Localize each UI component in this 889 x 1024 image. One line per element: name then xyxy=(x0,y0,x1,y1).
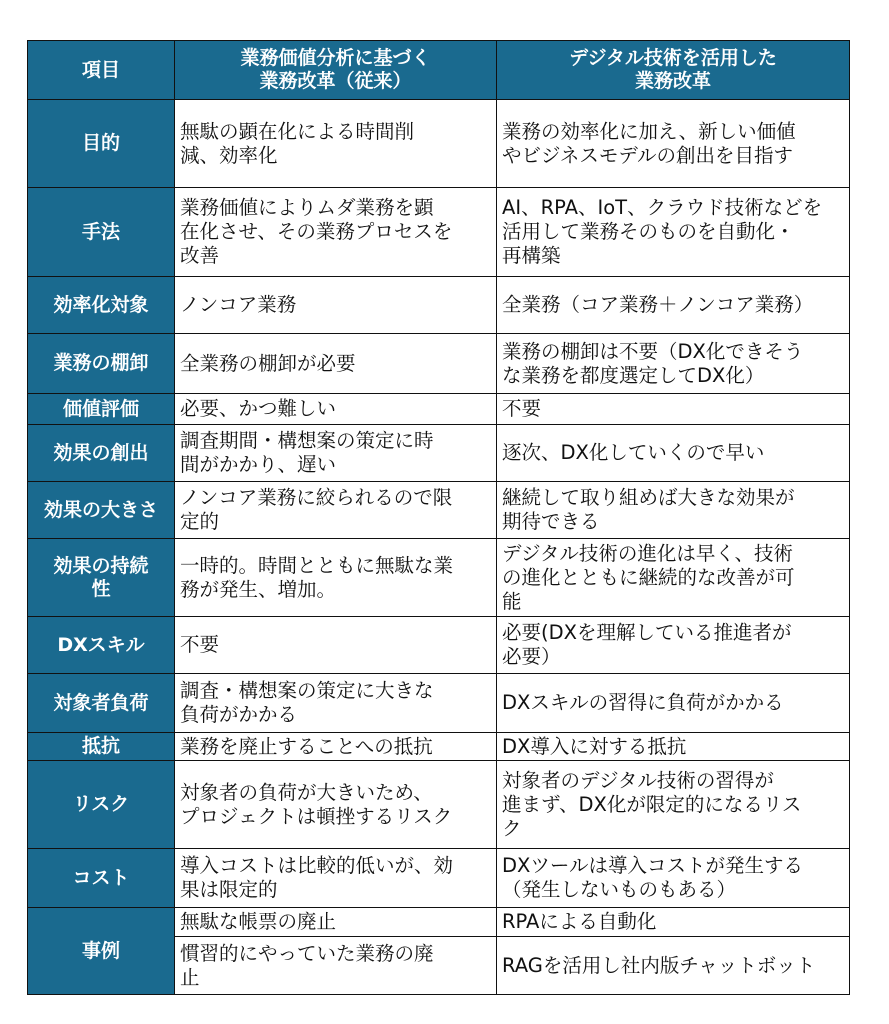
row-label: 抵抗 xyxy=(28,733,175,761)
cell-digital: DXスキルの習得に負荷がかかる xyxy=(497,674,850,733)
cell-conventional: 無駄な帳票の廃止 xyxy=(175,908,497,937)
row-label: 価値評価 xyxy=(28,394,175,425)
row-label: リスク xyxy=(28,761,175,849)
cell-conventional: 不要 xyxy=(175,617,497,674)
cell-digital: 業務の効率化に加え、新しい価値 やビジネスモデルの創出を目指す xyxy=(497,100,850,188)
row-purpose xyxy=(28,100,850,188)
comparison-table xyxy=(27,40,850,995)
cell-conventional: ノンコア業務に絞られるので限 定的 xyxy=(175,482,497,539)
row-label: DXスキル xyxy=(28,617,175,674)
cell-conventional: 慣習的にやっていた業務の廃 止 xyxy=(175,937,497,995)
cell-conventional: 調査・構想案の策定に大きな 負荷がかかる xyxy=(175,674,497,733)
cell-conventional: 業務価値によりムダ業務を顕 在化させ、その業務プロセスを 改善 xyxy=(175,188,497,277)
row-burden xyxy=(28,674,850,733)
cell-digital: RAGを活用し社内版チャットボット xyxy=(497,937,850,995)
row-method xyxy=(28,188,850,277)
row-label: 手法 xyxy=(28,188,175,277)
cell-digital: RPAによる自動化 xyxy=(497,908,850,937)
row-label: 効率化対象 xyxy=(28,277,175,334)
row-risk xyxy=(28,761,850,849)
cell-conventional: 一時的。時間とともに無駄な業 務が発生、増加。 xyxy=(175,539,497,617)
row-sustainability xyxy=(28,539,850,617)
row-dx-skill xyxy=(28,617,850,674)
cell-digital: 不要 xyxy=(497,394,850,425)
row-label: 効果の大きさ xyxy=(28,482,175,539)
cell-digital: DX導入に対する抵抗 xyxy=(497,733,850,761)
header-conventional: 業務価値分析に基づく 業務改革（従来） xyxy=(175,41,497,100)
cell-conventional: 全業務の棚卸が必要 xyxy=(175,334,497,394)
row-resistance xyxy=(28,733,850,761)
row-label: 目的 xyxy=(28,100,175,188)
row-label-examples: 事例 xyxy=(28,908,175,995)
cell-digital: 逐次、DX化していくので早い xyxy=(497,425,850,482)
cell-conventional: 無駄の顕在化による時間削 減、効率化 xyxy=(175,100,497,188)
row-label: コスト xyxy=(28,849,175,908)
cell-conventional: 業務を廃止することへの抵抗 xyxy=(175,733,497,761)
cell-digital: DXツールは導入コストが発生する （発生しないものもある） xyxy=(497,849,850,908)
cell-conventional: 導入コストは比較的低いが、効 果は限定的 xyxy=(175,849,497,908)
row-cost xyxy=(28,849,850,908)
cell-digital: デジタル技術の進化は早く、技術 の進化とともに継続的な改善が可 能 xyxy=(497,539,850,617)
row-effect-creation xyxy=(28,425,850,482)
row-effect-size xyxy=(28,482,850,539)
cell-conventional: 調査期間・構想案の策定に時 間がかかり、遅い xyxy=(175,425,497,482)
row-examples-1 xyxy=(28,908,850,937)
cell-conventional: 対象者の負荷が大きいため、 プロジェクトは頓挫するリスク xyxy=(175,761,497,849)
row-target xyxy=(28,277,850,334)
cell-digital: 全業務（コア業務＋ノンコア業務） xyxy=(497,277,850,334)
cell-digital: 必要(DXを理解している推進者が 必要） xyxy=(497,617,850,674)
header-row xyxy=(28,41,850,100)
row-label: 効果の持続 性 xyxy=(28,539,175,617)
cell-conventional: ノンコア業務 xyxy=(175,277,497,334)
row-inventory xyxy=(28,334,850,394)
cell-conventional: 必要、かつ難しい xyxy=(175,394,497,425)
row-label: 効果の創出 xyxy=(28,425,175,482)
cell-digital: 継続して取り組めば大きな効果が 期待できる xyxy=(497,482,850,539)
row-evaluation xyxy=(28,394,850,425)
row-label: 業務の棚卸 xyxy=(28,334,175,394)
row-label: 対象者負荷 xyxy=(28,674,175,733)
cell-digital: 業務の棚卸は不要（DX化できそう な業務を都度選定してDX化） xyxy=(497,334,850,394)
header-item: 項目 xyxy=(28,41,175,100)
cell-digital: 対象者のデジタル技術の習得が 進まず、DX化が限定的になるリス ク xyxy=(497,761,850,849)
header-digital: デジタル技術を活用した 業務改革 xyxy=(497,41,850,100)
cell-digital: AI、RPA、IoT、クラウド技術などを 活用して業務そのものを自動化・ 再構築 xyxy=(497,188,850,277)
